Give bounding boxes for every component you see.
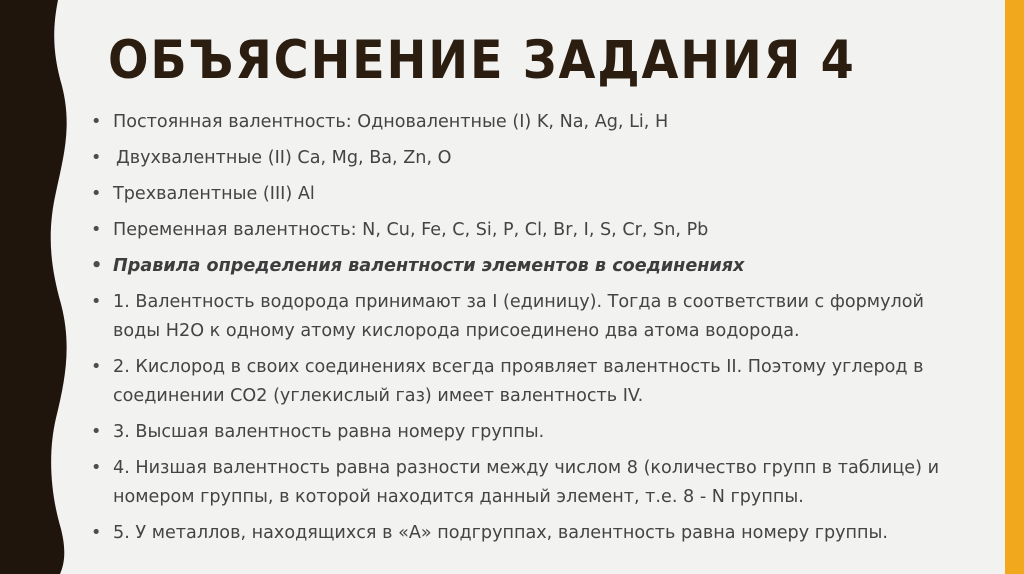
orange-accent-bar [1005,0,1024,574]
bullet-rule-1: • 1. Валентность водорода принимают за I (единицу). Тогда в соответствии с формулой воды H2O к одному атому кислорода присоединено два атома водорода. [90,288,940,346]
bullet-divalent: • Двухвалентные (II) Ca, Mg, Ba, Zn, O [90,144,940,173]
bullet-list [90,108,940,555]
bullet-rule-5: • 5. У металлов, находящихся в «А» подгруппах, валентность равна номеру группы. [90,519,940,548]
bullet-rule-4: • 4. Низшая валентность равна разности между числом 8 (количество групп в таблице) и номером группы, в которой находится данный элемент, т.е. 8 - N группы. [90,454,940,512]
slide-title: ОБЪЯСНЕНИЕ ЗАДАНИЯ 4 [108,30,856,91]
bullet-rule-3: • 3. Высшая валентность равна номеру группы. [90,418,940,447]
bullet-constant-valency: • Постоянная валентность: Одновалентные (I) K, Na, Ag, Li, H [90,108,940,137]
bullet-rule-2: • 2. Кислород в своих соединениях всегда проявляет валентность II. Поэтому углерод в соединении CO2 (углекислый газ) имеет валентность IV. [90,353,940,411]
dark-wavy-edge [0,0,74,574]
bullet-rules-heading: • Правила определения валентности элементов в соединениях [90,252,940,281]
bullet-trivalent: • Трехвалентные (III) Al [90,180,940,209]
bullet-variable-valency: • Переменная валентность: N, Cu, Fe, C, Si, P, Cl, Br, I, S, Cr, Sn, Pb [90,216,940,245]
